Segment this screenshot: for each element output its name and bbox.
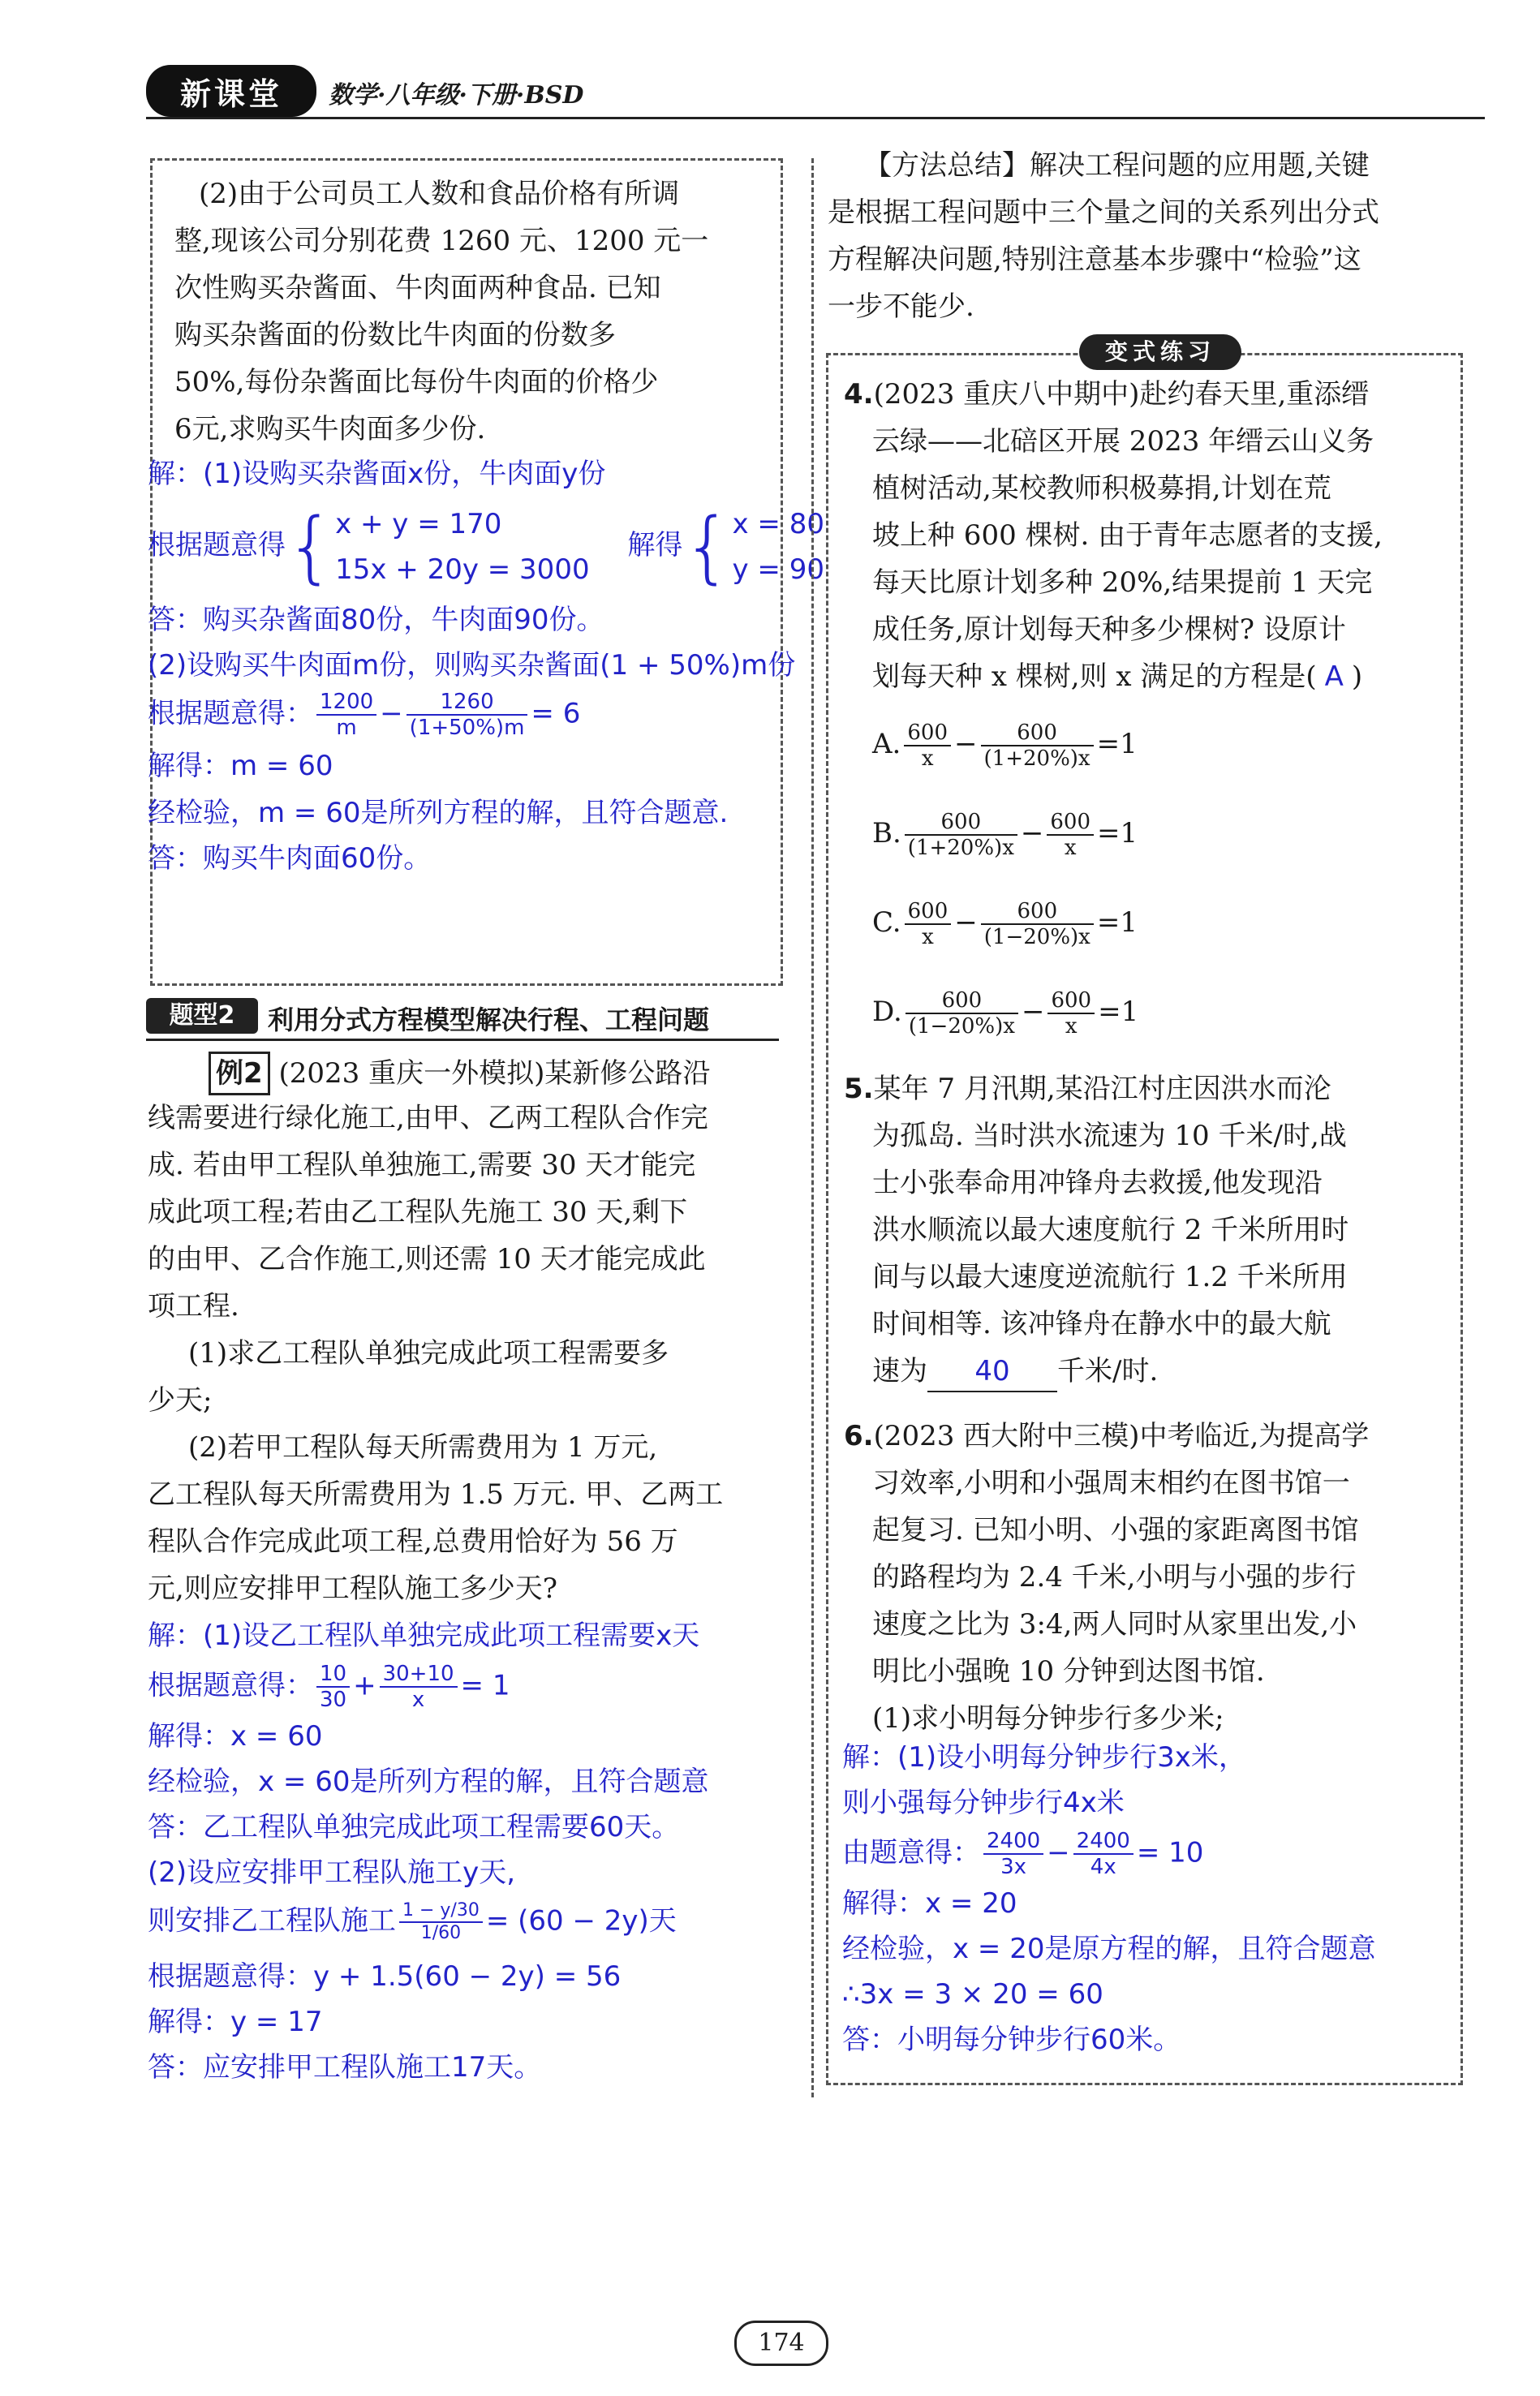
equation-line [842, 1829, 1203, 1879]
numerator: 2400 [1073, 1829, 1133, 1855]
solve-label: 解得 [627, 529, 683, 561]
text-line: 洪水顺流以最大速度航行 2 千米所用时 [872, 1214, 1349, 1246]
system-label: 根据题意得 [148, 529, 286, 561]
numerator: 600 [904, 721, 951, 746]
fraction [407, 690, 528, 740]
brace: { [286, 501, 336, 592]
header-rule [146, 117, 1485, 119]
text-line: 为孤岛. 当时洪水流速为 10 千米/时,战 [872, 1120, 1347, 1152]
system-eq: 15x + 20y = 3000 [335, 553, 590, 586]
denominator: (1−20%)x [908, 1014, 1015, 1039]
equation-label: 则安排乙工程队施工 [148, 1904, 396, 1938]
text-fragment: 千米/时. [1057, 1355, 1159, 1387]
handwritten-answer: 40 [927, 1352, 1057, 1392]
equation-label: 根据题意得： [148, 697, 313, 730]
fraction [983, 1829, 1043, 1879]
operator: − [380, 697, 403, 730]
text-line: 整,现该公司分别花费 1260 元、1200 元一 [174, 225, 709, 257]
solution-line: (2)设应安排甲工程队施工y天, [148, 1856, 516, 1889]
operator: − [954, 728, 978, 760]
page-number: 174 [734, 2321, 828, 2366]
text-line: 成此项工程;若由乙工程队先施工 30 天,剩下 [148, 1196, 688, 1228]
text-line: 乙工程队每天所需费用为 1.5 万元. 甲、乙两工 [148, 1478, 724, 1511]
check-line: 经检验，m = 60是所列方程的解，且符合题意. [148, 797, 729, 829]
answer-line [872, 1352, 1158, 1392]
text-fragment: 速为 [872, 1355, 927, 1387]
denominator: m [336, 716, 357, 740]
numerator: 600 [905, 899, 952, 925]
equation-rhs: = (60 − 2y)天 [485, 1904, 677, 1938]
equation-rhs: = 6 [531, 697, 581, 730]
paren: ) [1351, 660, 1363, 693]
denominator: x [1065, 1014, 1078, 1039]
example-tag: 例2 [209, 1052, 270, 1095]
text-line: (2023 西大附中三模)中考临近,为提高学 [873, 1420, 1370, 1452]
operator: − [1021, 996, 1045, 1028]
denominator: x [1064, 836, 1077, 860]
denominator: (1+50%)m [409, 716, 525, 740]
numerator: 2400 [983, 1829, 1043, 1855]
option-a [872, 708, 1138, 781]
operator: − [1020, 817, 1044, 850]
option-label: C. [872, 906, 901, 939]
numerator: 1200 [316, 690, 376, 716]
fraction [1073, 1829, 1133, 1879]
text-line: 次性购买杂酱面、牛肉面两种食品. 已知 [174, 272, 661, 304]
text-line: (2)由于公司员工人数和食品价格有所调 [199, 178, 680, 210]
brace: { [682, 501, 733, 592]
numerator: 30+10 [380, 1662, 458, 1688]
equation-rhs: =1 [1097, 817, 1138, 850]
answer-line: 答：乙工程队单独完成此项工程需要60天。 [148, 1811, 680, 1843]
numerator: 600 [981, 721, 1094, 746]
text-line: 坡上种 600 棵树. 由于青年志愿者的支援, [872, 519, 1383, 552]
example-first-line [209, 1052, 710, 1095]
solve-line: 解得：x = 20 [842, 1887, 1017, 1920]
text-line: 明比小强晚 10 分钟到达图书馆. [872, 1655, 1265, 1688]
fraction [1047, 810, 1094, 860]
text-line: 速度之比为 3:4,两人同时从家里出发,小 [872, 1608, 1357, 1641]
fraction [316, 1662, 350, 1712]
numerator: 10 [316, 1662, 350, 1688]
numerator: 600 [906, 988, 1018, 1014]
solve-line: 解得：x = 60 [148, 1720, 323, 1753]
text-line: 一步不能少. [828, 290, 974, 323]
operator: + [353, 1669, 376, 1702]
text-line: (1)求乙工程队单独完成此项工程需要多 [188, 1337, 669, 1370]
system-line [148, 497, 824, 594]
topic-tag: 题型2 [146, 998, 258, 1034]
question-number: 6. [844, 1420, 874, 1452]
text-line: 程队合作完成此项工程,总费用恰好为 56 万 [148, 1525, 678, 1558]
text-line: (1)求小明每分钟步行多少米; [872, 1702, 1224, 1735]
solution-line: 解：(1)设乙工程队单独完成此项工程需要x天 [148, 1620, 700, 1652]
question-stem-line [872, 657, 1362, 696]
solution-value: y = 90 [732, 553, 824, 586]
fraction [906, 988, 1018, 1039]
solution-line: 解：(1)设小明每分钟步行3x米， [842, 1741, 1246, 1774]
text-line: 云绿——北碚区开展 2023 年缙云山义务 [872, 425, 1374, 458]
handwritten-answer: A [1324, 660, 1344, 693]
text-line: 士小张奉命用冲锋舟去救援,他发现沿 [872, 1167, 1323, 1199]
solve-line: 解得：m = 60 [148, 750, 333, 782]
question-first-line [844, 1069, 1331, 1108]
answer-line: 答：购买牛肉面60份。 [148, 842, 432, 875]
equation-rhs: =1 [1098, 996, 1139, 1028]
option-label: B. [872, 817, 901, 850]
equation-line: 根据题意得：y + 1.5(60 − 2y) = 56 [148, 1960, 622, 1993]
text-line: 项工程. [148, 1290, 239, 1323]
denominator: (1+20%)x [907, 836, 1014, 860]
option-d [872, 975, 1138, 1048]
check-line: 经检验，x = 60是所列方程的解，且符合题意 [148, 1766, 709, 1798]
answer-line: 答：应安排甲工程队施工17天。 [148, 2051, 542, 2084]
question-first-line [844, 375, 1369, 414]
solution-line: 解：(1)设购买杂酱面x份，牛肉面y份 [148, 458, 606, 490]
book-logo: 新课堂 [146, 65, 316, 117]
fraction [905, 899, 952, 949]
equation-system [335, 501, 590, 592]
text-line: 少天; [148, 1384, 213, 1417]
denominator: x [921, 746, 934, 771]
text-line: (2023 重庆八中期中)赴约春天里,重添缙 [873, 378, 1370, 411]
option-c [872, 886, 1138, 959]
numerator: 600 [981, 899, 1094, 925]
denominator: x [922, 925, 934, 949]
option-label: A. [872, 728, 901, 760]
page-header [146, 65, 1485, 122]
topic-title: 利用分式方程模型解决行程、工程问题 [268, 1004, 710, 1035]
fraction [316, 690, 376, 740]
practice-tag: 变式练习 [1079, 334, 1241, 370]
denominator: 30 [320, 1688, 347, 1712]
equation-label: 由题意得： [842, 1836, 980, 1869]
text-line: 50%,每份杂酱面比每份牛肉面的价格少 [174, 366, 659, 398]
answer-line: 答：购买杂酱面80份，牛肉面90份。 [148, 604, 604, 636]
option-label: D. [872, 996, 902, 1028]
denominator: 4x [1090, 1855, 1116, 1879]
fraction [1047, 988, 1095, 1039]
solution-system [732, 501, 824, 592]
text-line: (2)若甲工程队每天所需费用为 1 万元, [188, 1431, 658, 1464]
numerator: 1260 [407, 690, 528, 716]
text-line: (2023 重庆一外模拟)某新修公路沿 [278, 1057, 711, 1090]
question-first-line [844, 1417, 1369, 1456]
solution-line: 则小强每分钟步行4x米 [842, 1787, 1125, 1819]
text-line: 每天比原计划多种 20%,结果提前 1 天完 [872, 566, 1373, 599]
denominator: (1−20%)x [983, 925, 1090, 949]
text-line: 划每天种 x 棵树,则 x 满足的方程是( [872, 660, 1317, 693]
text-line: 的由甲、乙合作施工,则还需 10 天才能完成此 [148, 1243, 706, 1275]
question-number: 5. [844, 1073, 874, 1105]
equation-rhs: = 10 [1136, 1836, 1204, 1869]
text-line: 6元,求购买牛肉面多少份. [174, 413, 486, 445]
denominator: 3x [1000, 1855, 1027, 1879]
denominator: (1+20%)x [983, 746, 1090, 771]
text-line: 间与以最大速度逆流航行 1.2 千米所用 [872, 1261, 1348, 1293]
fraction [905, 810, 1017, 860]
calc-line: ∴3x = 3 × 20 = 60 [842, 1978, 1103, 2011]
equation-rhs: =1 [1096, 906, 1138, 939]
numerator: 600 [905, 810, 1017, 836]
text-line: 购买杂酱面的份数比牛肉面的份数多 [174, 319, 616, 351]
text-line: 方程解决问题,特别注意基本步骤中“检验”这 [828, 243, 1361, 276]
fraction [981, 721, 1094, 771]
equation-line [148, 1662, 510, 1712]
denominator: x [411, 1688, 425, 1712]
text-line: 某年 7 月汛期,某沿江村庄因洪水而沦 [873, 1073, 1331, 1105]
operator: − [1047, 1836, 1070, 1869]
fraction [380, 1662, 458, 1712]
check-line: 经检验，x = 20是原方程的解，且符合题意 [842, 1933, 1376, 1965]
text-line: 植树活动,某校教师积极募捐,计划在荒 [872, 472, 1331, 505]
numerator: 600 [1047, 810, 1094, 836]
answer-line: 答：小明每分钟步行60米。 [842, 2024, 1181, 2056]
equation-line [148, 1900, 677, 1944]
text-line: 元,则应安排甲工程队施工多少天? [148, 1572, 558, 1605]
topic-bar [146, 996, 779, 1041]
text-line: 成任务,原计划每天种多少棵树? 设原计 [872, 613, 1346, 646]
equation-line [148, 690, 580, 740]
question-number: 4. [844, 378, 874, 411]
text-line: 【方法总结】解决工程问题的应用题,关键 [864, 149, 1370, 182]
text-line: 起复习. 已知小明、小强的家距离图书馆 [872, 1514, 1359, 1546]
solution-value: x = 80 [732, 507, 824, 540]
system-eq: x + y = 170 [335, 507, 502, 540]
book-subtitle: 数学·八年级·下册·BSD [329, 81, 584, 110]
option-b [872, 797, 1138, 870]
solution-line: (2)设购买牛肉面m份，则购买杂酱面(1 + 50%)m份 [148, 649, 796, 682]
text-line: 线需要进行绿化施工,由甲、乙两工程队合作完 [148, 1102, 708, 1134]
denominator: 1/60 [420, 1923, 462, 1943]
text-line: 成. 若由甲工程队单独施工,需要 30 天才能完 [148, 1149, 696, 1181]
column-divider [811, 158, 814, 2097]
operator: − [954, 906, 978, 939]
text-line: 时间相等. 该冲锋舟在静水中的最大航 [872, 1308, 1331, 1340]
numerator: 1 − y/30 [399, 1900, 483, 1923]
equation-rhs: =1 [1096, 728, 1138, 760]
text-line: 习效率,小明和小强周末相约在图书馆一 [872, 1467, 1350, 1499]
fraction [904, 721, 951, 771]
numerator: 600 [1047, 988, 1095, 1014]
equation-rhs: = 1 [460, 1669, 510, 1702]
solve-line: 解得：y = 17 [148, 2006, 323, 2038]
text-line: 是根据工程问题中三个量之间的关系列出分式 [828, 196, 1379, 229]
fraction [981, 899, 1094, 949]
equation-label: 根据题意得： [148, 1669, 313, 1702]
fraction [399, 1900, 483, 1944]
text-line: 的路程均为 2.4 千米,小明与小强的步行 [872, 1561, 1357, 1594]
